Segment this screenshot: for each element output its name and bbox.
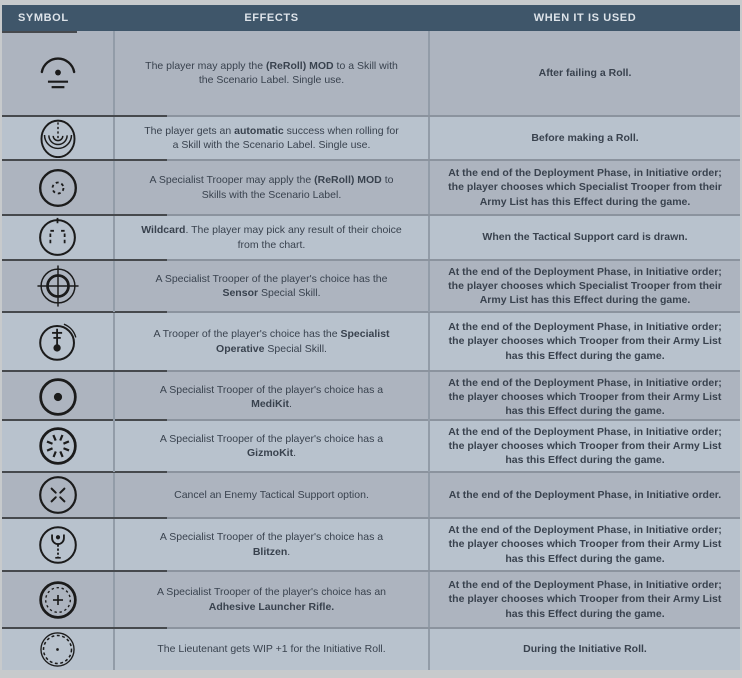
lieutenant-wip-icon — [38, 630, 77, 669]
column-header-effects: EFFECTS — [244, 12, 299, 24]
when-text: At the end of the Deployment Phase, in Initiative order; the player chooses which Specialist Trooper from their Army List has this Effect during the game. — [448, 266, 722, 307]
symbol-cell — [2, 421, 113, 472]
sensor-icon — [37, 265, 79, 307]
when-text: After failing a Roll. — [538, 66, 632, 79]
gizmokit-icon — [37, 425, 79, 467]
effect-text: A Specialist Trooper may apply the (ReRoll) MOD to Skills with the Scenario Label. — [149, 174, 394, 201]
single-use-reroll-icon — [37, 52, 79, 94]
effect-text: A Specialist Trooper of the player's choice has a Blitzen. — [159, 531, 384, 558]
when-text: At the end of the Deployment Phase, in Initiative order; the player chooses which Specialist Trooper from their Army List has this Effect during the game. — [448, 167, 722, 208]
wildcard-icon — [37, 217, 78, 258]
table-row — [2, 519, 740, 570]
symbol-cell — [2, 313, 113, 370]
when-text: At the end of the Deployment Phase, in Initiative order; the player chooses which Trooper from their Army List has this Effect during the game. — [448, 426, 722, 467]
effect-text: A Trooper of the player's choice has the Specialist Operative Special Skill. — [153, 328, 390, 355]
tactical-support-table — [2, 5, 740, 670]
effect-text: Wildcard. The player may pick any result of their choice from the chart. — [141, 224, 402, 251]
automatic-success-icon — [38, 118, 78, 158]
table-row — [2, 216, 740, 259]
effect-text: Cancel an Enemy Tactical Support option. — [174, 488, 369, 501]
table-row — [2, 161, 740, 214]
medikit-icon — [37, 376, 79, 418]
symbol-cell — [2, 31, 113, 115]
effect-text: The Lieutenant gets WIP +1 for the Initiative Roll. — [157, 643, 386, 656]
when-text: When the Tactical Support card is drawn. — [482, 231, 688, 244]
specialist-operative-icon — [37, 321, 79, 363]
effect-text: A Specialist Trooper of the player's choice has the Sensor Special Skill. — [155, 273, 388, 300]
symbol-cell — [2, 519, 113, 570]
table-header — [2, 5, 740, 31]
cancel-support-icon — [37, 474, 79, 516]
reroll-mod-icon — [37, 167, 79, 209]
symbol-cell — [2, 117, 113, 159]
table-row — [2, 31, 740, 115]
table-row — [2, 572, 740, 627]
table-row — [2, 421, 740, 471]
when-text: At the end of the Deployment Phase, in Initiative order; the player chooses which Trooper from their Army List has this Effect during the game. — [448, 321, 722, 362]
when-text: At the end of the Deployment Phase, in Initiative order. — [448, 488, 722, 501]
table-row — [2, 117, 740, 159]
symbol-cell — [2, 473, 113, 517]
when-text: At the end of the Deployment Phase, in Initiative order; the player chooses which Trooper from their Army List has this Effect during the game. — [448, 579, 722, 620]
column-header-symbol: SYMBOL — [18, 12, 69, 24]
table-row — [2, 473, 740, 517]
effect-text: The player may apply the (ReRoll) MOD to a Skill with the Scenario Label. Single use. — [145, 59, 398, 86]
when-text: At the end of the Deployment Phase, in Initiative order; the player chooses which Trooper from their Army List has this Effect during the game. — [448, 524, 722, 565]
symbol-cell — [2, 161, 113, 214]
table-row — [2, 313, 740, 370]
blitzen-icon — [37, 524, 79, 566]
effect-text: A Specialist Trooper of the player's choice has a GizmoKit. — [159, 433, 384, 460]
symbol-header-underline — [2, 31, 77, 33]
effect-text: The player gets an automatic success when rolling for a Skill with the Scenario Label. Single use. — [144, 124, 399, 151]
when-text: During the Initiative Roll. — [523, 643, 647, 656]
when-text: Before making a Roll. — [531, 131, 639, 144]
column-header-when: WHEN IT IS USED — [533, 12, 637, 24]
symbol-cell — [2, 261, 113, 312]
effect-text: A Specialist Trooper of the player's choice has a MediKit. — [159, 384, 384, 411]
adhesive-launcher-icon — [37, 579, 79, 621]
symbol-cell — [2, 372, 113, 423]
symbol-cell — [2, 572, 113, 627]
table-row — [2, 372, 740, 419]
when-text: At the end of the Deployment Phase, in Initiative order; the player chooses which Trooper from their Army List has this Effect during the game. — [448, 377, 722, 418]
symbol-cell — [2, 629, 113, 670]
table-body — [2, 31, 740, 670]
symbol-cell — [2, 216, 113, 259]
table-row — [2, 629, 740, 670]
effect-text: A Specialist Trooper of the player's choice has an Adhesive Launcher Rifle. — [156, 586, 387, 613]
table-row — [2, 261, 740, 311]
